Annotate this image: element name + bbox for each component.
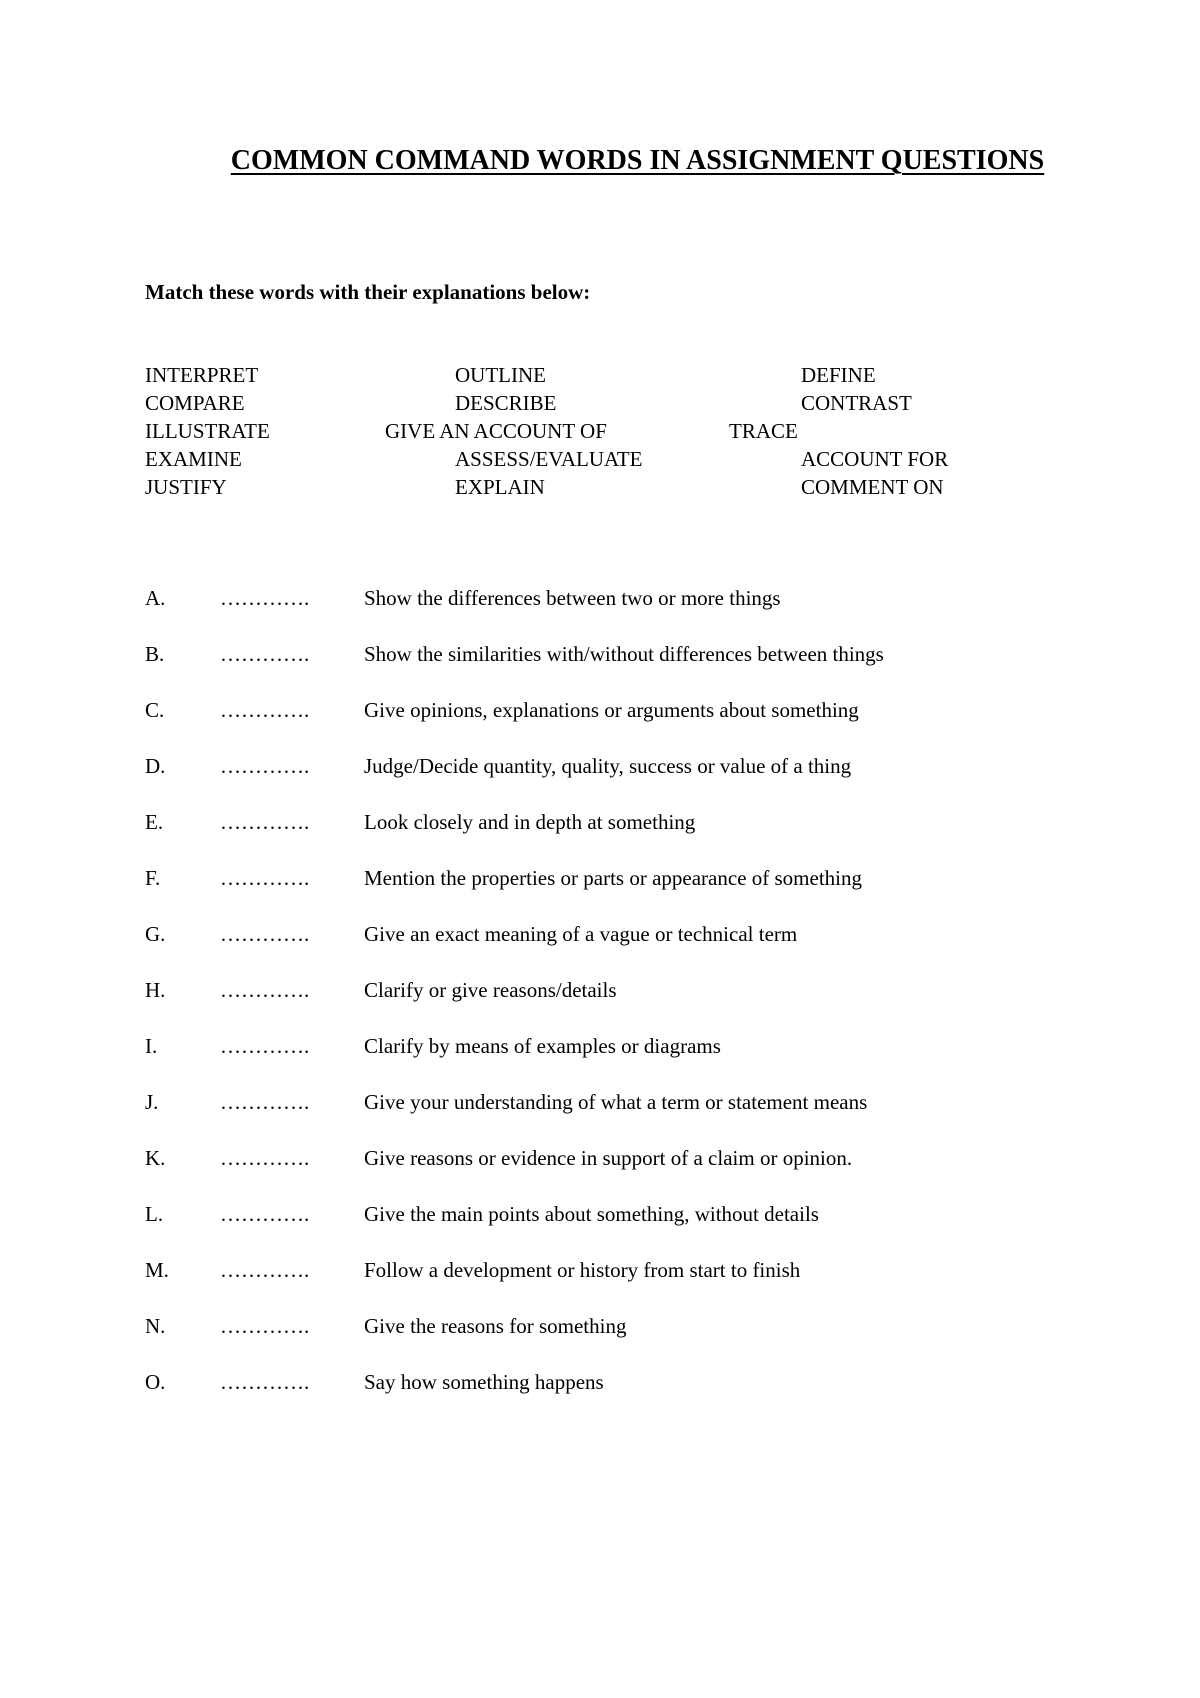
word-comment-on: COMMENT ON (801, 475, 944, 499)
item-letter: D. (145, 754, 166, 778)
answer-blank[interactable]: …………. (220, 922, 310, 946)
word-contrast: CONTRAST (801, 391, 912, 415)
word-account-for: ACCOUNT FOR (801, 447, 949, 471)
word-assess-evaluate: ASSESS/EVALUATE (455, 447, 643, 471)
word-define: DEFINE (801, 363, 876, 387)
item-description: Clarify or give reasons/details (364, 978, 617, 1002)
answer-blank[interactable]: …………. (220, 1258, 310, 1282)
answer-blank[interactable]: …………. (220, 1146, 310, 1170)
item-letter: C. (145, 698, 165, 722)
answer-blank[interactable]: …………. (220, 1314, 310, 1338)
item-description: Give reasons or evidence in support of a claim or opinion. (364, 1146, 853, 1170)
item-letter: F. (145, 866, 161, 890)
item-description: Give the reasons for something (364, 1314, 627, 1338)
item-description: Give the main points about something, without details (364, 1202, 819, 1226)
answer-blank[interactable]: …………. (220, 1370, 310, 1394)
item-letter: K. (145, 1146, 166, 1170)
item-letter: G. (145, 922, 166, 946)
item-letter: N. (145, 1314, 166, 1338)
item-letter: H. (145, 978, 166, 1002)
item-letter: J. (145, 1090, 159, 1114)
item-letter: L. (145, 1202, 164, 1226)
item-letter: O. (145, 1370, 166, 1394)
item-letter: B. (145, 642, 165, 666)
answer-blank[interactable]: …………. (220, 698, 310, 722)
answer-blank[interactable]: …………. (220, 1090, 310, 1114)
word-give-an-account-of: GIVE AN ACCOUNT OF (385, 419, 607, 443)
word-compare: COMPARE (145, 391, 245, 415)
item-description: Give opinions, explanations or arguments about something (364, 698, 859, 722)
answer-blank[interactable]: …………. (220, 978, 310, 1002)
item-description: Clarify by means of examples or diagrams (364, 1034, 721, 1058)
word-trace: TRACE (729, 419, 798, 443)
item-description: Show the differences between two or more things (364, 586, 781, 610)
item-description: Mention the properties or parts or appearance of something (364, 866, 863, 890)
item-description: Give an exact meaning of a vague or technical term (364, 922, 798, 946)
item-letter: M. (145, 1258, 169, 1282)
item-description: Look closely and in depth at something (364, 810, 696, 834)
item-description: Say how something happens (364, 1370, 604, 1394)
item-letter: I. (145, 1034, 158, 1058)
answer-blank[interactable]: …………. (220, 754, 310, 778)
item-description: Judge/Decide quantity, quality, success or value of a thing (364, 754, 852, 778)
word-describe: DESCRIBE (455, 391, 557, 415)
word-justify: JUSTIFY (145, 475, 227, 499)
answer-blank[interactable]: …………. (220, 1034, 310, 1058)
item-description: Show the similarities with/without differences between things (364, 642, 884, 666)
word-explain: EXPLAIN (455, 475, 545, 499)
item-description: Follow a development or history from start to finish (364, 1258, 801, 1282)
word-illustrate: ILLUSTRATE (145, 419, 270, 443)
item-description: Give your understanding of what a term or statement means (364, 1090, 868, 1114)
item-letter: A. (145, 586, 166, 610)
answer-blank[interactable]: …………. (220, 810, 310, 834)
instruction-text: Match these words with their explanations below: (145, 280, 591, 304)
answer-blank[interactable]: …………. (220, 866, 310, 890)
word-interpret: INTERPRET (145, 363, 259, 387)
word-outline: OUTLINE (455, 363, 546, 387)
answer-blank[interactable]: …………. (220, 1202, 310, 1226)
page-title: COMMON COMMAND WORDS IN ASSIGNMENT QUESTIONS (230, 145, 1045, 176)
word-examine: EXAMINE (145, 447, 242, 471)
answer-blank[interactable]: …………. (220, 586, 310, 610)
answer-blank[interactable]: …………. (220, 642, 310, 666)
item-letter: E. (145, 810, 164, 834)
